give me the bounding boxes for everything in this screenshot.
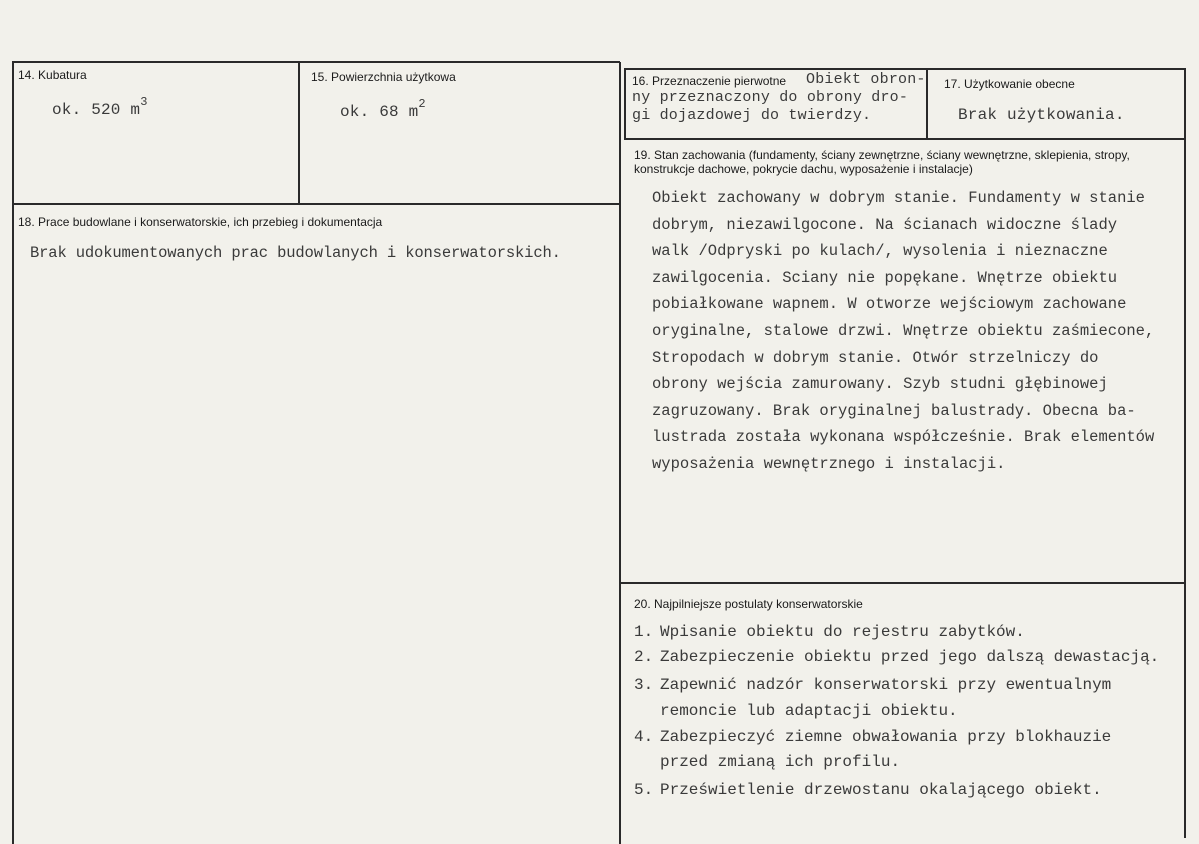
prace-value: Brak udokumentowanych prac budowlanych i konserwatorskich.	[30, 244, 561, 262]
row1-top-border-left	[12, 61, 620, 63]
kubatura-value-text: ok. 520 m	[52, 101, 141, 119]
powierzchnia-unit-exponent: 2	[418, 97, 426, 111]
postulat-number: 5.	[634, 781, 654, 799]
postulat-number: 2.	[634, 648, 654, 666]
divider-14-15	[298, 62, 300, 204]
kubatura-label: 14. Kubatura	[18, 68, 87, 82]
postulat-text: Zabezpieczyć ziemne obwałowania przy blokhauzie	[660, 728, 1112, 746]
kubatura-value	[52, 95, 148, 119]
postulat-text: Prześwietlenie drzewostanu okalającego obiekt.	[660, 781, 1102, 799]
kubatura-unit-exponent: 3	[140, 95, 148, 109]
stan-line: obrony wejścia zamurowany. Szyb studni głębinowej	[652, 375, 1108, 394]
stan-line: pobiałkowane wapnem. W otworze wejściowym zachowane	[652, 295, 1127, 314]
przeznaczenie-line-3: gi dojazdowej do twierdzy.	[632, 107, 872, 124]
postulat-number: 4.	[634, 728, 654, 746]
postulat-item	[634, 728, 1111, 746]
postulat-number: 3.	[634, 676, 654, 694]
stan-line: dobrym, niezawilgocone. Na ścianach widoczne ślady	[652, 215, 1118, 234]
stan-line: Stropodach w dobrym stanie. Otwór strzelniczy do	[652, 348, 1099, 367]
przeznaczenie-line-1: Obiekt obron-	[806, 71, 926, 88]
postulat-item-continuation	[660, 702, 958, 720]
row16-bottom-border	[625, 138, 1186, 140]
postulat-text: przed zmianą ich profilu.	[660, 753, 901, 771]
postulaty-label: 20. Najpilniejsze postulaty konserwatorskie	[634, 597, 863, 611]
stan-line: walk /Odpryski po kulach/, wysolenia i nieznaczne	[652, 242, 1108, 261]
stan-label: 19. Stan zachowania (fundamenty, ściany zewnętrzne, ściany wewnętrzne, sklepienia, stropy, konstrukcje dachowe, pokrycie dachu, wyposażenie i instalacje)	[634, 148, 1130, 176]
przeznaczenie-label: 16. Przeznaczenie pierwotne	[632, 74, 787, 88]
postulat-item	[634, 648, 1159, 666]
powierzchnia-value	[340, 97, 426, 121]
stan-line: zagruzowany. Brak oryginalnej balustrady. Obecna ba-	[652, 401, 1136, 420]
postulat-number: 1.	[634, 623, 654, 641]
postulat-text: remoncie lub adaptacji obiektu.	[660, 702, 958, 720]
right-column-left-border	[624, 68, 626, 140]
postulat-text: Wpisanie obiektu do rejestru zabytków.	[660, 623, 1025, 641]
stan-line: lustrada została wykonana współcześnie. Brak elementów	[652, 428, 1155, 447]
powierzchnia-value-text: ok. 68 m	[340, 103, 419, 121]
divider-15-right	[619, 62, 621, 844]
postulat-item	[634, 676, 1111, 694]
frame-left-border	[12, 62, 14, 844]
postulat-item-continuation	[660, 753, 900, 771]
przeznaczenie-line-2: ny przeznaczony do obrony dro-	[632, 89, 909, 106]
postulat-item	[634, 623, 1025, 641]
uzytkowanie-value: Brak użytkowania.	[958, 106, 1125, 124]
postulat-text: Zapewnić nadzór konserwatorski przy ewentualnym	[660, 676, 1112, 694]
postulat-text: Zabezpieczenie obiektu przed jego dalszą dewastacją.	[660, 648, 1160, 666]
stan-line: Obiekt zachowany w dobrym stanie. Fundamenty w stanie	[652, 189, 1145, 207]
stan-description	[652, 185, 1154, 478]
divider-16-17	[926, 68, 928, 140]
row1-bottom-border	[12, 203, 620, 205]
postulat-item	[634, 781, 1102, 799]
powierzchnia-label: 15. Powierzchnia użytkowa	[311, 70, 456, 84]
stan-line: wyposażenia wewnętrznego i instalacji.	[652, 454, 1006, 473]
uzytkowanie-label: 17. Użytkowanie obecne	[944, 77, 1075, 91]
frame-right-border	[1184, 68, 1186, 838]
stan-line: oryginalne, stalowe drzwi. Wnętrze obiektu zaśmiecone,	[652, 321, 1155, 340]
prace-label: 18. Prace budowlane i konserwatorskie, ich przebieg i dokumentacja	[18, 215, 383, 229]
stan-line: zawilgocenia. Sciany nie popękane. Wnętrze obiektu	[652, 268, 1118, 287]
row19-bottom-border	[620, 582, 1186, 584]
row1-top-border-right	[625, 68, 1186, 70]
